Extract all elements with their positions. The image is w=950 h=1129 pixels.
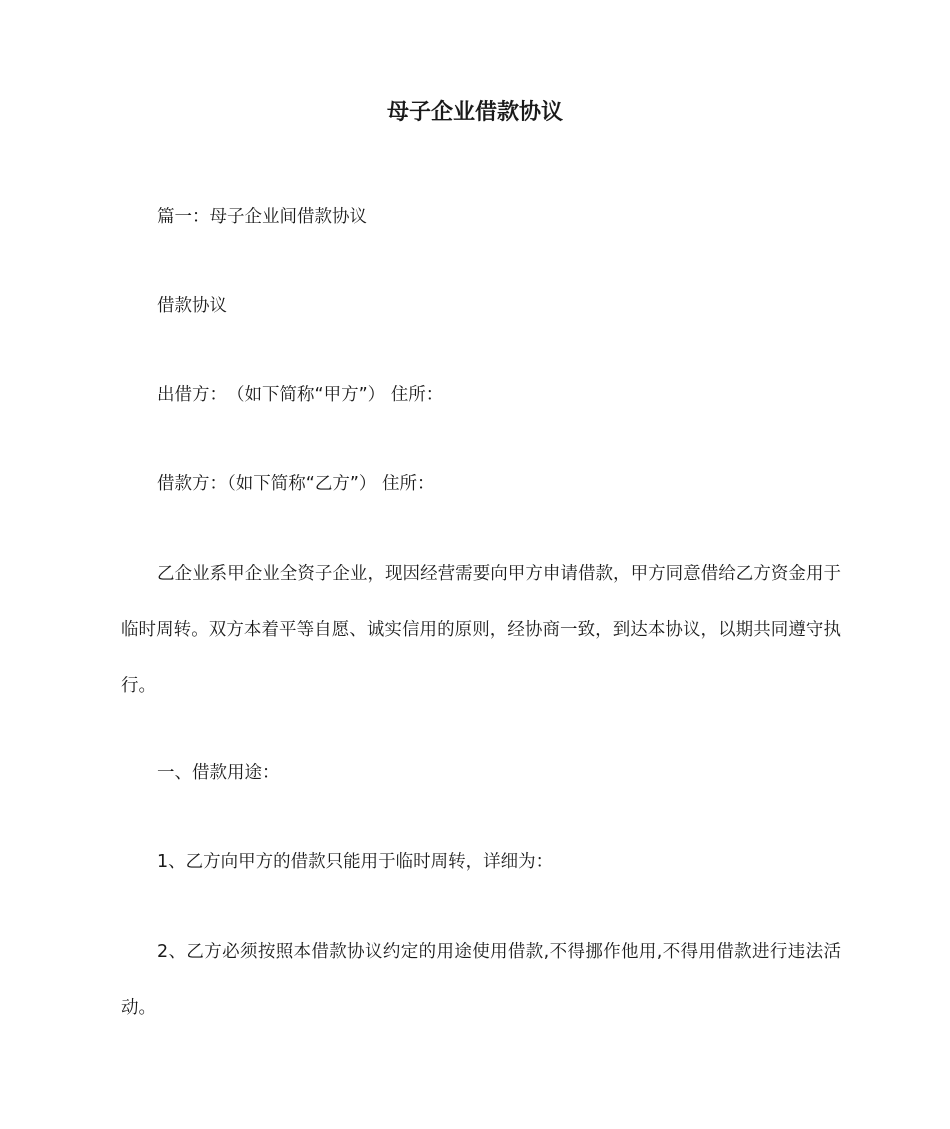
section-heading: 篇一：母子企业间借款协议 (157, 207, 367, 227)
clause-2: 2、乙方必须按照本借款协议约定的用途使用借款,不得挪作他用,不得用借款进行违法活动。 (121, 942, 841, 1018)
clause-1: 1、乙方向甲方的借款只能用于临时周转，详细为： (157, 852, 554, 872)
borrower-line: 借款方：（如下简称“乙方”） 住所： (157, 474, 435, 494)
sub-title: 借款协议 (157, 296, 227, 316)
intro-paragraph: 乙企业系甲企业全资子企业，现因经营需要向甲方申请借款，甲方同意借给乙方资金用于临时周转。双方本着平等自愿、诚实信用的原则，经协商一致，到达本协议，以期共同遵守执行。 (121, 564, 841, 696)
document-title: 母子企业借款协议 (386, 100, 563, 125)
lender-line: 出借方： （如下简称“甲方”） 住所： (157, 385, 444, 405)
article-one-heading: 一、借款用途： (157, 763, 280, 783)
